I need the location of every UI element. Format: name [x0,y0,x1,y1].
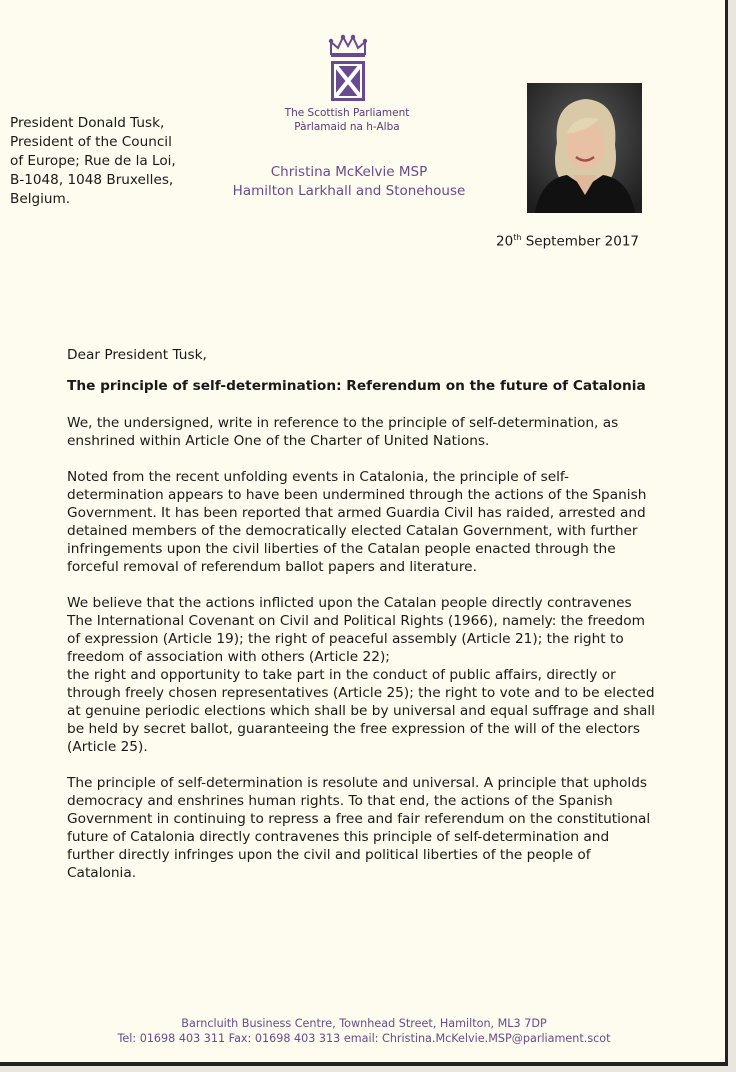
paragraph-line: through freely chosen representatives (Article 25); the right to vote and to be elected [67,685,655,701]
paragraph [67,774,673,882]
letter-body [67,346,673,900]
paragraph [67,594,673,756]
paragraph [67,414,673,450]
recipient-address [10,114,200,209]
mp-details [224,163,474,201]
paragraph-line: Government. It has been reported that armed Guardia Civil has raided, arrested and [67,505,646,521]
paragraph-line: at genuine periodic elections which shall be by universal and equal suffrage and shall [67,703,655,719]
date-day: 20 [496,233,514,250]
letter-date [496,233,639,250]
paragraph-line: Noted from the recent unfolding events in Catalonia, the principle of self- [67,469,569,485]
letter-subject: The principle of self-determination: Referendum on the future of Catalonia [67,378,646,394]
paragraph-line: We believe that the actions inflicted upon the Catalan people directly contravenes [67,595,632,611]
paragraph-line: further directly infringes upon the civil and political liberties of the people of [67,847,591,863]
parliament-name-gaelic: Pàrlamaid na h-Alba [294,121,400,133]
letter-footer [0,1016,728,1046]
paragraph [67,468,673,576]
paragraph-line: freedom of association with others (Article 22); [67,649,390,665]
paragraph-line: determination appears to have been undermined through the actions of the Spanish [67,487,647,503]
mp-constituency: Hamilton Larkhall and Stonehouse [232,183,466,199]
footer-address: Barncluith Business Centre, Townhead Street, Hamilton, ML3 7DP [181,1017,547,1030]
paragraph-line: infringements upon the civil liberties of the Catalan people enacted through the [67,541,616,557]
recipient-line: of Europe; Rue de la Loi, [10,153,176,169]
paragraph-line: detained members of the democratically elected Catalan Government, with further [67,523,638,539]
mp-name: Christina McKelvie MSP [270,164,428,180]
paragraph-line: The International Covenant on Civil and Political Rights (1966), namely: the freedom [67,613,645,629]
paragraph-line: the right and opportunity to take part in the conduct of public affairs, directly or [67,667,616,683]
date-month-year: September 2017 [521,233,639,250]
paragraph-line: enshrined within Article One of the Charter of United Nations. [67,433,490,449]
recipient-line: Belgium. [10,191,71,207]
recipient-line: President Donald Tusk, [10,115,165,131]
paragraph-line: of expression (Article 19); the right of peaceful assembly (Article 21); the right to [67,631,624,647]
parliament-name [252,106,442,134]
mp-portrait-photo [527,83,642,213]
paragraph-line: We, the undersigned, write in reference to the principle of self-determination, as [67,415,619,431]
recipient-line: B-1048, 1048 Bruxelles, [10,172,174,188]
paragraph-line: Government in continuing to repress a free and fair referendum on the constitutional [67,811,651,827]
paragraph-line: be held by secret ballot, guaranteeing the free expression of the will of the electors [67,721,641,737]
parliament-name-english: The Scottish Parliament [284,107,410,119]
paragraph-line: (Article 25). [67,739,148,755]
paragraph-line: The principle of self-determination is resolute and universal. A principle that upholds [67,775,648,791]
scottish-parliament-crest-icon [325,34,371,104]
salutation: Dear President Tusk, [67,347,207,363]
recipient-line: President of the Council [10,134,172,150]
paragraph-line: democracy and enshrines human rights. To that end, the actions of the Spanish [67,793,613,809]
paragraph-line: future of Catalonia directly contravenes this principle of self-determination and [67,829,610,845]
footer-contact: Tel: 01698 403 311 Fax: 01698 403 313 email: Christina.McKelvie.MSP@parliament.scot [117,1032,611,1045]
date-suffix: th [513,233,522,242]
paragraph-line: forceful removal of referendum ballot papers and literature. [67,559,477,575]
paragraph-line: Catalonia. [67,865,137,881]
